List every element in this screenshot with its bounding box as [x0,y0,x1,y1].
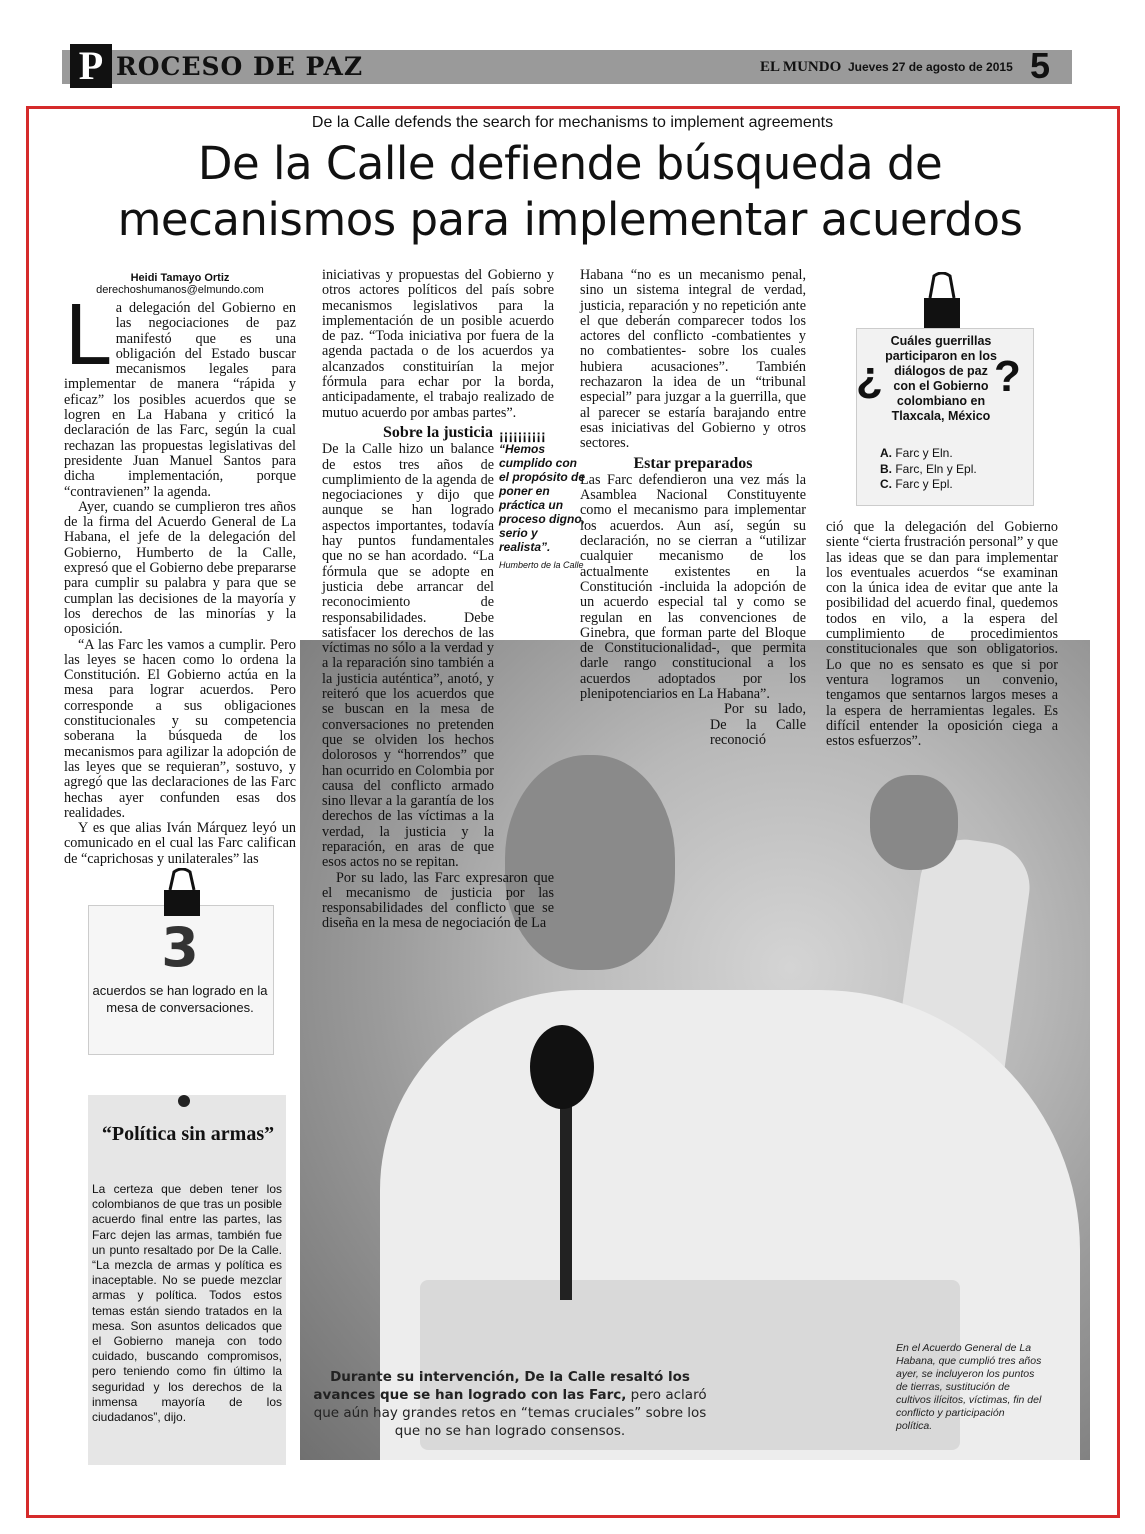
paragraph: ció que la delegación del Gobierno siente “cierta frustración personal” y que las ideas que se dan para implementar los eventuales acuerdos “se examinan con la única idea de evitar que ante la posibilidad del acuerdo final, quedemos todos en vilo, a la espera del cumplimiento de procedimientos constitucionales que son obligatorios. Lo que no es sensato es que si por ventura logramos un convenio, tengamos que sentarnos largos meses a la espera de herramientas legales. Es difícil entender la oposición ciega a estos esfuerzos”. [826,519,1059,750]
headline-line-1: De la Calle defiende búsqueda de [197,137,943,190]
paragraph: Habana “no es un mecanismo penal, sino un sistema integral de verdad, justicia, reparación y no repetición ante el que deberán comparecer todos los actores del conflicto -combatientes y no combatientes- sobre los cuales hubiera acusaciones”. También rechazaron la idea de un “tribunal especial” para juzgar a la guerrilla, que al parecer se estaría barajando entre esas iniciativas del Gobierno y otros sectores. [580,267,806,452]
answer-option: C. Farc y Epl. [880,477,953,491]
subheading-preparados: Estar preparados [633,454,753,472]
paragraph: iniciativas y propuestas del Gobierno y otros actores políticos del país sobre mecanismos legislativos para la implementación de un posible acuerdo de paz. “Toda iniciativa por fuera de la agenda pactada o de los acuerdos ya alcanzados constituirían la mejor fórmula para echar por la borda, anticipadamente, el trabajo realizado de mutuo acuerdo por ambas partes”. [322,267,554,421]
photo-caption-rest: pero aclaró que aún hay grandes retos en “temas cruciales” sobre los que no se han logrado consensos. [313,1387,707,1439]
answer-option: B. Farc, Eln y Epl. [880,461,977,476]
pull-quote-marks: ¡¡¡¡¡¡¡¡¡¡ [499,427,546,443]
paragraph: Y es que alias Iván Márquez leyó un comunicado en el cual las Farc califican de “caprichosas y unilaterales” las [64,820,296,867]
article-column-2 [322,268,554,932]
paragraph: a delegación del Gobierno en las negociaciones de paz manifestó que es una obligación del Estado buscar mecanismos legales para implementar de manera “rápida y eficaz” los posibles acuerdos que se logren en La Habana y criticó la declaración de las Farc, según la cual rechazan las propuestas legislativas del presidente Juan Manuel Santos para dicha implementación, porque “contravienen” la agenda. [64,300,296,500]
question-close-mark: ? [994,352,1021,401]
paragraph: “A las Farc les vamos a cumplir. Pero las leyes se hacen como lo ordena la Constitución. El Gobierno actúa en la mesa para lograr acuerdos. Pero corresponde a sus obligaciones constitucionales y su competencia soberana la búsqueda de los mecanismos para agilizar la adopción de las leyes que se requieran”, sostuvo, y agregó que las declaraciones de las Farc hechas ayer confunden esas dos realidades. [64,636,296,821]
paragraph: Ayer, cuando se cumplieron tres años de la firma del Acuerdo General de La Habana, el jefe de la delegación del Gobierno, Humberto de la Calle, expresó que el Gobierno debe prepararse para cumplir su palabra y para que se cumplan las decisiones de la mayoría y los derechos de las minorías y la oposición. [64,498,297,638]
photo-caption-bold: Durante su intervención, De la Calle resaltó los avances que se han logrado con las Farc, [313,1369,690,1403]
english-subtitle: De la Calle defends the search for mechanisms to implement agreements [311,114,834,131]
page-number: 5 [1030,45,1051,86]
microphone-stem [560,1100,572,1300]
article-column-4 [826,520,1058,749]
answer-options [880,446,977,493]
section-title: ROCESO DE PAZ [116,52,364,81]
answer-option: A. Farc y Eln. [880,446,953,460]
binder-clip-icon [160,868,204,918]
paragraph: Por su lado, las Farc expresaron que el mecanismo de justicia por las responsabilidades del conflicto que se diseña en la mesa de negociación de La [322,869,554,932]
article-column-1 [64,272,296,867]
headline [40,136,1100,248]
section-initial: P [70,44,112,88]
article-column-3 [580,268,806,748]
issue-date: Jueves 27 de agosto de 2015 [848,60,1013,74]
sidebar-text: La certeza que deben tener los colombianos de que tras un posible acuerdo final entre las partes, las Farc dejen las armas, también fue un punto resaltado por De la Calle. “La mezcla de armas y política es inaceptable. No se puede mezclar armas y política. Todos estos temas están siendo tratados en la mesa. Son asuntos delicados que el Gobierno maneja con todo cuidado, buscando compromisos, pero teniendo como fin último la seguridad y los derechos de la inmensa mayoría de los ciudadanos”, dijo. [92,1182,282,1425]
sidebar-title: “Política sin armas” [101,1123,275,1145]
pull-quote-author: Humberto de la Calle [499,560,584,570]
question-text: Cuáles guerrillas participaron en los diálogos de paz con el Gobierno colombiano en Tlaxcala, México [885,334,997,423]
number-box-text: acuerdos se han logrado en la mesa de conversaciones. [92,983,268,1015]
big-number: 3 [161,916,199,979]
newspaper-name: EL MUNDO [760,59,842,75]
photo-caption [310,1368,710,1440]
photo-fist [870,775,958,870]
subheading-justicia: Sobre la justicia [383,423,493,441]
drop-cap: L [64,289,110,384]
author-name: Heidi Tamayo Ortiz [130,272,230,284]
paragraph: De la Calle hizo un balance de estos tres años de cumplimiento de la agenda de negociaciones y dijo que aunque se han logrado aspectos importantes, todavía hay puntos fundamentales que no se han acordado. “La fórmula que se adopte en justicia debe arrancar del reconocimiento de responsabilidades. Debe satisfacer los derechos de las víctimas no sólo a la verdad y a la reparación sino también a la justicia auténtica”, anotó, y reiteró que los acuerdos que se buscan en la mesa de conversaciones no pretenden que se olviden los hechos dolorosos y “horrendos” que han ocurrido en Colombia por causa del conflicto armado sino llevar a la garantía de los derechos de las víctimas a la verdad, la justicia y la reparación, en aras de que esos actos no se repitan. [322,441,494,871]
binder-clip-icon [920,272,964,330]
paragraph: Por su lado, De la Calle reconoció [710,701,806,748]
paragraph: Las Farc defendieron una vez más la Asamblea Nacional Constituyente como el mecanismo para implementar los acuerdos. Aun así, según su declaración, no se cierran a “utilizar cualquier mecanismo de los actualmente existentes en la Constitución -incluida la adopción de un acuerdo especial tal y como se regulan en las convenciones de Ginebra, que forman parte del Bloque de Constitucionalidad-, que permita darle rango constitucional a los acuerdos adoptados por los plenipotenciarios en La Habana”. [580,471,806,703]
justicia-wrap [322,442,494,870]
pull-quote-text: “Hemos cumplido con el propósito de poner en práctica un proceso digno, serio y realista”. [499,442,586,554]
col3-tail [710,702,806,748]
author-email: derechoshumanos@elmundo.com [96,284,264,296]
photo-side-caption: En el Acuerdo General de La Habana, que cumplió tres años ayer, se incluyeron los puntos de tierras, sustitución de cultivos ilícitos, víctimas, fin del conflicto y participación política. [896,1342,1042,1432]
question-open-mark: ¿ [856,352,883,401]
headline-line-2: mecanismos para implementar acuerdos [117,193,1023,246]
pull-quote [497,426,591,574]
pin-icon [178,1095,190,1107]
microphone-icon [530,1025,594,1109]
